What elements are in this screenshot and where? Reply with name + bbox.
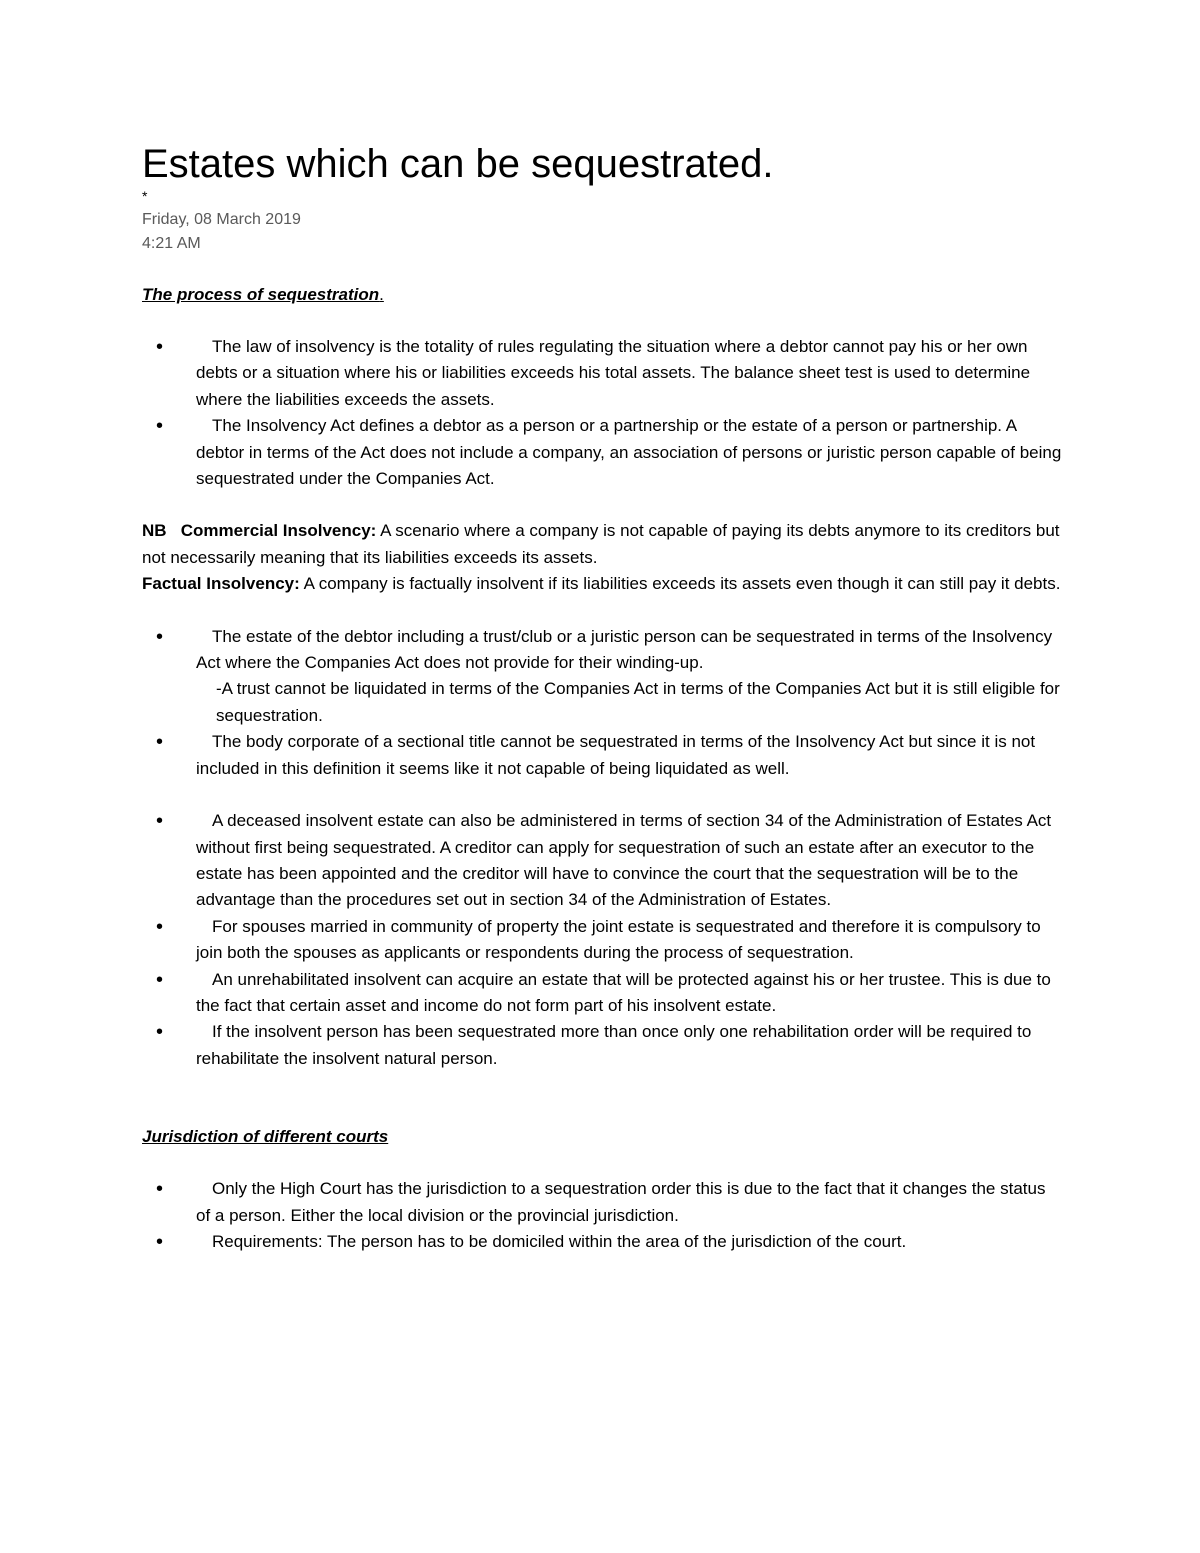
deceased-bullet-list [142,808,1062,1072]
page-title: Estates which can be sequestrated. [142,142,774,186]
list-item-text: Only the High Court has the jurisdiction to a sequestration order this is due to the fact that it changes the status of a person. Either the local division or the provincial jurisdiction. [196,1179,1046,1225]
list-item-text: For spouses married in community of property the joint estate is sequestrated and therefore it is compulsory to join both the spouses as applicants or respondents during the process of sequestration. [196,916,1041,963]
list-item-text: The body corporate of a sectional title cannot be sequestrated in terms of the Insolvency Act but since it is not included in this definition it seems like it not capable of being liquidated as well. [196,732,1036,778]
list-item [142,808,1062,914]
list-item-text: A deceased insolvent estate can also be administered in terms of section 34 of the Administration of Estates Act without first being sequestrated. A creditor can apply for sequestration of such an estate after an executor to the estate has been appointed and the creditor will have to convince the court that the sequestration will be to the advantage than the procedures set out in section 34 of the Administration of Estates. [196,811,1052,910]
list-item-text: If the insolvent person has been sequestrated more than once only one rehabilitation order will be required to rehabilitate the insolvent natural person. [196,1022,1032,1068]
list-item [142,729,1062,782]
list-item-text: The Insolvency Act defines a debtor as a person or a partnership or the estate of a person or partnership. A debtor in terms of the Act does not include a company, an association of persons or juristic person capable of being sequestrated under the Companies Act. [196,416,1062,489]
note-date: Friday, 08 March 2019 [142,211,301,228]
bullet-icon: • [156,968,164,991]
estates-bullet-list [142,624,1062,782]
bullet-icon: • [156,415,164,438]
list-item [142,914,1062,967]
commercial-insolvency-text: A scenario where a company is not capable of paying its debts anymore to its creditors but not necessarily meaning that its liabilities exceeds its assets. [142,521,1060,567]
list-item [142,967,1062,1020]
list-item-text: The law of insolvency is the totality of rules regulating the situation where a debtor cannot pay his or her own debts or a situation where his or liabilities exceeds his total assets. The balance sheet test is used to determine where the liabilities exceeds the assets. [196,337,1031,409]
commercial-insolvency-label: Commercial Insolvency: [180,521,377,541]
bullet-icon: • [156,1178,164,1201]
list-item [142,413,1062,492]
bullet-icon: • [156,1230,164,1253]
list-item-text: The estate of the debtor including a trust/club or a juristic person can be sequestrated in terms of the Insolvency Act where the Companies Act does not provide for their winding-up. [196,626,1053,673]
list-item-text: Requirements: The person has to be domiciled within the area of the jurisdiction of the court. [212,1231,907,1251]
section-heading-process-suffix: . [379,285,384,304]
jurisdiction-bullet-list [142,1176,1062,1255]
bullet-icon: • [156,625,164,648]
list-item-subnote: -A trust cannot be liquidated in terms of the Companies Act in terms of the Companies Act but it is still eligible for sequestration. [216,679,1060,725]
bullet-icon: • [156,1021,164,1044]
bullet-icon: • [156,731,164,754]
list-item [142,1019,1062,1072]
factual-insolvency-text: A company is factually insolvent if its liabilities exceeds its assets even though it can still pay it debts. [303,574,1061,594]
factual-insolvency-label: Factual Insolvency: [142,574,300,594]
document-page [142,140,1062,1255]
bullet-icon: • [156,336,164,358]
list-item [142,334,1062,413]
list-item [142,624,1062,730]
list-item-text: An unrehabilitated insolvent can acquire an estate that will be protected against his or her trustee. This is due to the fact that certain asset and income do not form part of his insolvent estate. [196,969,1051,1015]
nb-prefix: NB [142,521,167,541]
bullet-icon: • [156,915,164,938]
bullet-icon: • [156,810,164,833]
nb-factual-paragraph [142,571,1062,597]
note-time: 4:21 AM [142,235,201,252]
list-item [142,1176,1062,1229]
section-heading-process [142,282,1062,308]
section-heading-jurisdiction: Jurisdiction of different courts [142,1127,389,1147]
nb-commercial-paragraph [142,518,1062,571]
process-bullet-list [142,334,1062,492]
section-heading-process-text: The process of sequestration [142,285,380,304]
title-marker: * [142,188,148,204]
list-item [142,1229,1062,1255]
